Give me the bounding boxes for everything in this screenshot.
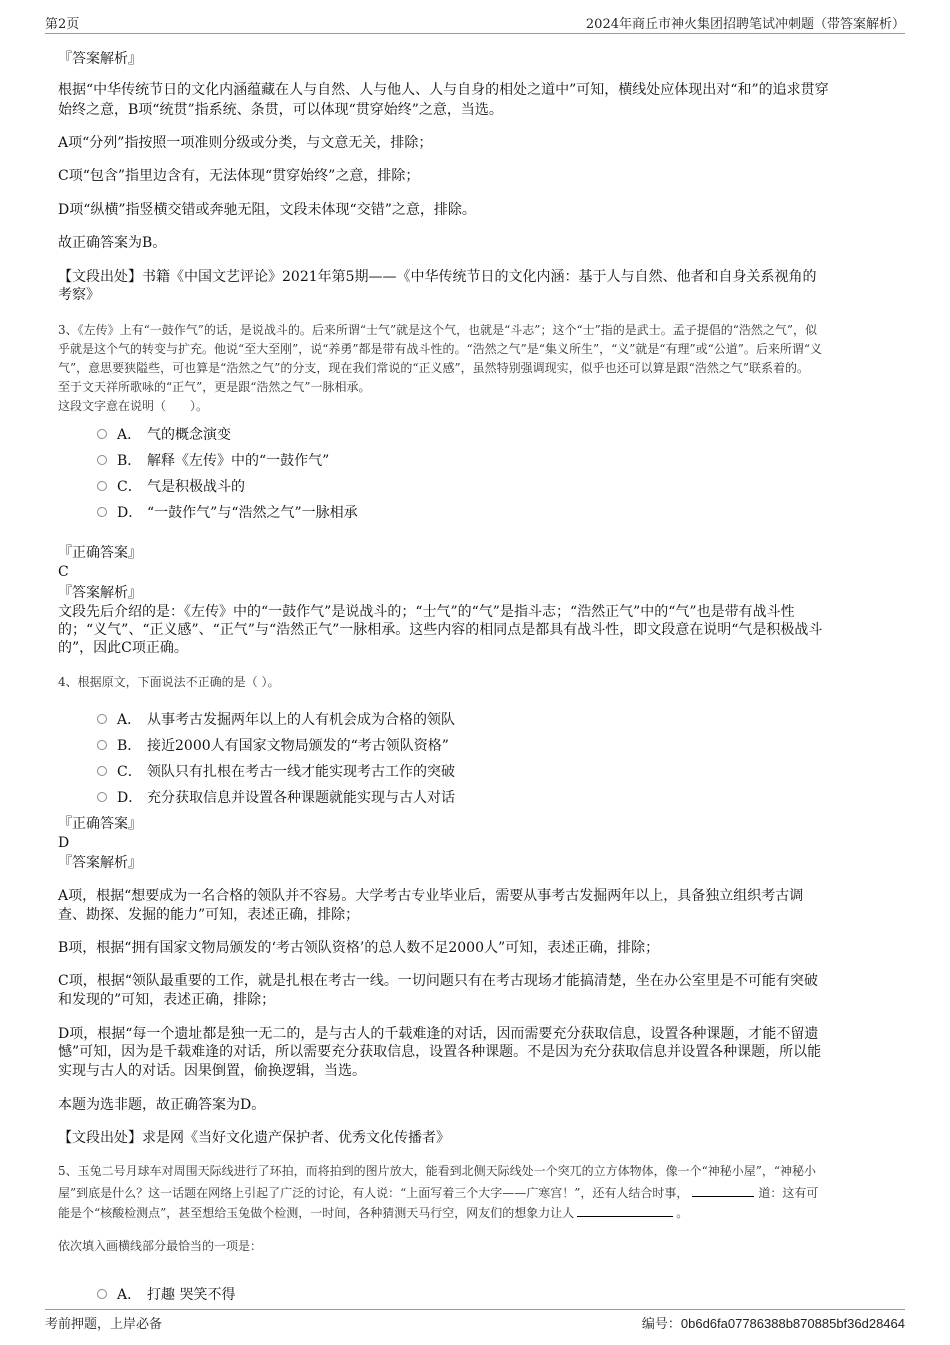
q3-analysis-label: 『答案解析』 (58, 585, 142, 601)
radio-icon[interactable] (97, 429, 107, 439)
q4-analysis-d: 实现与古人的对话。因果倒置，偷换逻辑，当选。 (58, 1063, 366, 1079)
q4-answer-label: 『正确答案』 (58, 816, 142, 832)
q3-option-c[interactable]: C． 气是积极战斗的 (97, 476, 245, 496)
radio-icon[interactable] (97, 455, 107, 465)
q2-analysis-d: D项“纵横”指竖横交错或奔驰无阻，文段未体现“交错”之意，排除。 (58, 202, 476, 218)
q4-analysis-c: C项，根据“领队最重要的工作，就是扎根在考古一线。一切问题只有在考古现场才能搞清楚，坐在办公室里是不可能有突破 (58, 973, 818, 989)
q5-option-a[interactable]: A． 打趣 哭笑不得 (97, 1284, 235, 1304)
q2-conclusion: 故正确答案为B。 (58, 235, 167, 251)
q5-stem-line: 能是个“核酸检测点”，甚至想给玉兔做个检测，一时间，各种猜测天马行空，网友们的想象力让人 。 (58, 1202, 688, 1223)
q3-stem-line: 气”，意思要狭隘些，可也算是“浩然之气”的分支，现在我们常说的“正义感”，虽然特别强调现实，似乎也还可以算是跟“浩然之气”联系着的。 (58, 361, 809, 375)
q3-option-a[interactable]: A． 气的概念演变 (97, 424, 231, 444)
radio-icon[interactable] (97, 714, 107, 724)
q3-stem-line: 乎就是这个气的转变与扩充。他说“至大至刚”，说“养勇”都是带有战斗性的。“浩然之气”是“集义所生”，“义”就是“有理”或“公道”。后来所谓“义 (58, 342, 823, 356)
q3-stem-line: 3、《左传》上有“一鼓作气”的话，是说战斗的。后来所谓“士气”就是这个气，也就是“斗志”；这个“士”指的是武士。孟子提倡的“浩然之气”，似 (58, 323, 817, 337)
radio-icon[interactable] (97, 481, 107, 491)
q4-analysis-d: D项，根据“每一个遗址都是独一无二的，是与古人的千载难逢的对话，因而需要充分获取信息，设置各种课题，才能不留遗 (58, 1026, 819, 1042)
q3-answer-label: 『正确答案』 (58, 545, 142, 561)
q3-analysis-line: 的；“义气”、“正义感”、“正气”与“浩然正气”一脉相承。这些内容的相同点是都具有战斗性，即文段意在说明“气是积极战斗 (58, 622, 823, 638)
q5-stem-line: 5、玉兔二号月球车对周围天际线进行了环拍，而将拍到的图片放大，能看到北侧天际线处一个突兀的立方体物体，像一个“神秘小屋”，“神秘小 (58, 1164, 817, 1178)
q3-analysis-line: 文段先后介绍的是：《左传》中的“一鼓作气”是说战斗的；“士气”的“气”是指斗志；“浩然正气”中的“气”也是带有战斗性 (58, 604, 795, 620)
q5-prompt: 依次填入画横线部分最恰当的一项是： (58, 1239, 263, 1253)
q3-analysis-line: 的”，因此C项正确。 (58, 640, 188, 656)
footer-slogan: 考前押题，上岸必备 (45, 1317, 163, 1332)
q2-source: 考察》 (58, 287, 100, 303)
q4-analysis-d: 憾”可知，因为是千载难逢的对话，所以需要充分获取信息，设置各种课题。不是因为充分获取信息并设置各种课题，所以能 (58, 1044, 822, 1060)
q4-answer: D (58, 835, 70, 851)
q2-analysis-c: C项“包含”指里边含有，无法体现“贯穿始终”之意，排除； (58, 168, 420, 184)
q4-conclusion: 本题为选非题，故正确答案为D。 (58, 1097, 266, 1113)
fill-blank (577, 1202, 673, 1217)
q4-analysis-a: A项，根据“想要成为一名合格的领队并不容易。大学考古专业毕业后，需要从事考古发掘两年以上，具备独立组织考古调 (58, 888, 804, 904)
q4-analysis-label: 『答案解析』 (58, 855, 142, 871)
footer-divider (45, 1309, 905, 1310)
q3-stem-line: 这段文字意在说明（ ）。 (58, 399, 209, 413)
header-divider (45, 33, 905, 34)
q3-answer: C (58, 564, 69, 580)
q4-option-b[interactable]: B． 接近2000人有国家文物局颁发的“考古领队资格” (97, 735, 449, 755)
fill-blank (692, 1182, 754, 1197)
document-title: 2024年商丘市神火集团招聘笔试冲刺题（带答案解析） (585, 17, 905, 32)
q3-option-b[interactable]: B． 解释《左传》中的“一鼓作气” (97, 450, 329, 470)
radio-icon[interactable] (97, 1289, 107, 1299)
q4-analysis-c: 和发现的”可知，表述正确，排除； (58, 992, 276, 1008)
q2-analysis-a: A项“分列”指按照一项准则分级或分类，与文意无关，排除； (58, 135, 433, 151)
q5-stem-line: 屋”到底是什么？这一话题在网络上引起了广泛的讨论，有人说：“上面写着三个大字——广寒宫！”，还有人结合时事， 道：这有可 (58, 1182, 818, 1203)
q3-option-d[interactable]: D． “一鼓作气”与“浩然之气”一脉相承 (97, 502, 358, 522)
page-number: 第2页 (45, 17, 80, 32)
q4-option-d[interactable]: D． 充分获取信息并设置各种课题就能实现与古人对话 (97, 787, 455, 807)
q4-source: 【文段出处】求是网《当好文化遗产保护者、优秀文化传播者》 (58, 1130, 450, 1146)
q2-analysis-line: 根据“中华传统节日的文化内涵蕴藏在人与自然、人与他人、人与自身的相处之道中”可知，横线处应体现出对“和”的追求贯穿 (58, 82, 829, 98)
radio-icon[interactable] (97, 792, 107, 802)
q3-stem-line: 至于文天祥所歌咏的“正气”，更是跟“浩然之气”一脉相承。 (58, 380, 371, 394)
radio-icon[interactable] (97, 507, 107, 517)
q2-analysis-label: 『答案解析』 (58, 51, 142, 67)
radio-icon[interactable] (97, 766, 107, 776)
q4-stem: 4、根据原文，下面说法不正确的是（ ）。 (58, 675, 280, 689)
q4-option-a[interactable]: A． 从事考古发掘两年以上的人有机会成为合格的领队 (97, 709, 455, 729)
q4-option-c[interactable]: C． 领队只有扎根在考古一线才能实现考古工作的突破 (97, 761, 455, 781)
footer-code: 编号：0b6d6fa07786388b870885bf36d28464 (641, 1316, 905, 1332)
q2-source: 【文段出处】书籍《中国文艺评论》2021年第5期——《中华传统节日的文化内涵：基于人与自然、他者和自身关系视角的 (58, 269, 817, 285)
q2-analysis-line: 始终之意，B项“统贯”指系统、条贯，可以体现“贯穿始终”之意，当选。 (58, 102, 503, 118)
q4-analysis-b: B项，根据“拥有国家文物局颁发的‘考古领队资格’的总人数不足2000人”可知，表述正确，排除； (58, 940, 660, 956)
radio-icon[interactable] (97, 740, 107, 750)
q4-analysis-a: 查、勘探、发掘的能力”可知，表述正确，排除； (58, 907, 360, 923)
